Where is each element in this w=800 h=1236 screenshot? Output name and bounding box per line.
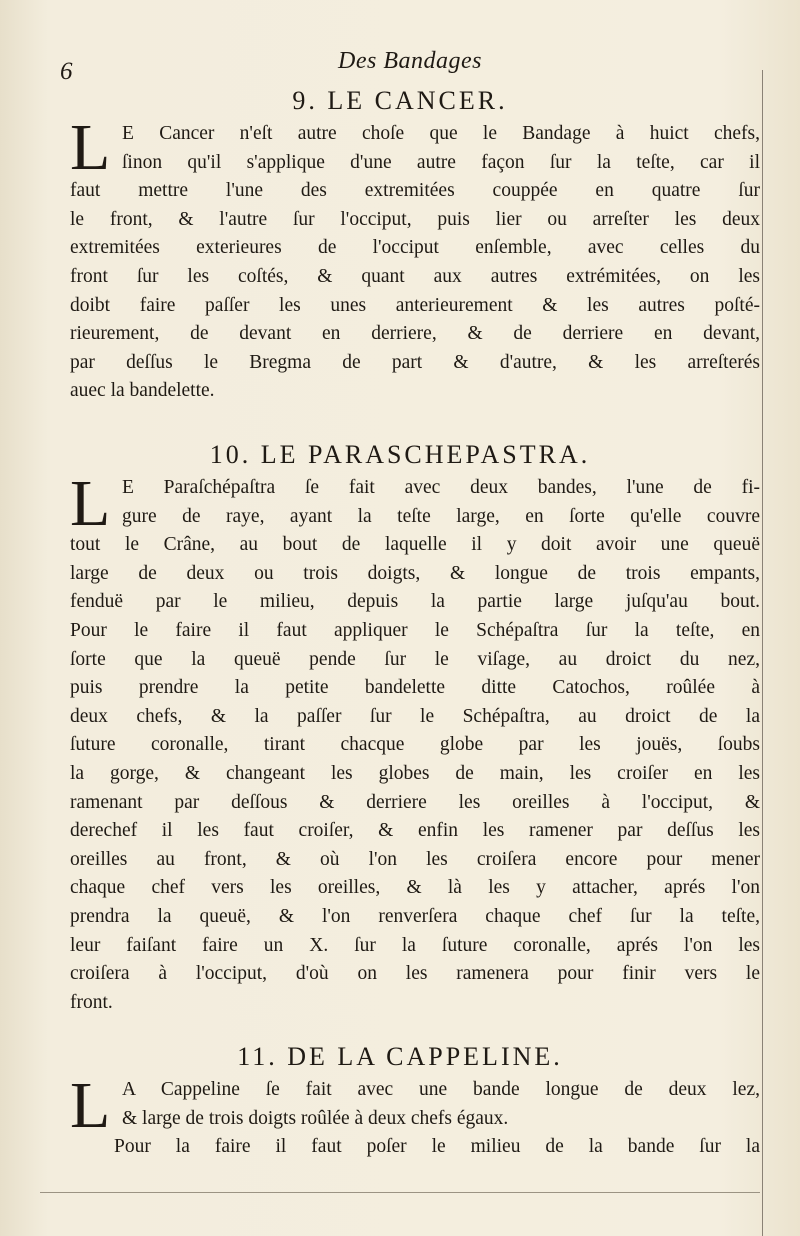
text-line: Pour le faire il faut appliquer le Schépaſtra ſur la teſte, en: [70, 619, 760, 641]
text-line: doibt faire paſſer les unes anterieurement & les autres poſté-: [70, 294, 760, 316]
paragraph-cappeline: [70, 1069, 760, 1162]
drop-cap-cappeline: L: [70, 1069, 111, 1142]
text-line: extremitées exterieures de l'occiput enſemble, avec celles du: [70, 237, 760, 259]
drop-cap-paraschepastra: L: [70, 467, 111, 540]
text-line: croiſera à l'occiput, d'où on les ramenera pour finir vers le: [70, 963, 760, 985]
text-line: derechef il les faut croiſer, & enfin les ramener par deſſus les: [70, 820, 760, 842]
text-line: fenduë par le milieu, depuis la partie large juſqu'au bout.: [70, 591, 760, 613]
bottom-rule: [40, 1192, 760, 1193]
text-line: gure de raye, ayant la teſte large, en ſorte qu'elle couvre: [122, 505, 760, 527]
text-line: front.: [70, 991, 113, 1013]
running-title: Des Bandages: [338, 48, 482, 74]
text-line: tout le Crâne, au bout de laquelle il y doit avoir une queuë: [70, 534, 760, 556]
text-line: ſinon qu'il s'applique d'une autre façon ſur la teſte, car il: [122, 151, 760, 173]
drop-cap-cancer: L: [70, 111, 111, 184]
page-number: 6: [60, 58, 73, 85]
text-line: la gorge, & changeant les globes de main, les croiſer en les: [70, 762, 760, 784]
text-line: chaque chef vers les oreilles, & là les y attacher, aprés l'on: [70, 877, 760, 899]
text-line: A Cappeline ſe fait avec une bande longue de deux lez,: [122, 1079, 760, 1100]
text-line: leur faiſant faire un X. ſur la ſuture coronalle, aprés l'on les: [70, 934, 760, 956]
text-line: puis prendre la petite bandelette ditte Catochos, roûlée à: [70, 677, 760, 699]
text-line: auec la bandelette.: [70, 380, 215, 402]
section-heading-cappeline: 11. DE LA CAPPELINE.: [237, 1042, 563, 1071]
section-heading-paraschepastra: 10. LE PARASCHEPASTRA.: [209, 440, 591, 469]
paragraph-paraschepastra: [70, 467, 760, 1017]
section-heading-cancer: 9. LE CANCER.: [292, 86, 508, 115]
text-line: oreilles au front, & où l'on les croiſera encore pour mener: [70, 848, 760, 870]
text-line: E Paraſchépaſtra ſe fait avec deux bandes, l'une de fi-: [122, 477, 760, 498]
text-line: par deſſus le Bregma de part & d'autre, & les arreſterés: [70, 351, 760, 373]
text-line: ramenant par deſſous & derriere les oreilles à l'occiput, &: [70, 791, 760, 813]
text-line: deux chefs, & la paſſer ſur le Schépaſtra, au droict de la: [70, 705, 760, 727]
text-line: faut mettre l'une des extremitées couppée en quatre ſur: [70, 180, 760, 202]
text-line: Pour la faire il faut poſer le milieu de la bande ſur la: [114, 1136, 760, 1158]
text-line: rieurement, de devant en derriere, & de derriere en devant,: [70, 323, 760, 345]
paragraph-cancer: [70, 111, 760, 406]
text-line: ſorte que la queuë pende ſur le viſage, au droict du nez,: [70, 648, 760, 670]
text-line: E Cancer n'eſt autre choſe que le Bandage à huict chefs,: [122, 123, 760, 144]
text-line: le front, & l'autre ſur l'occiput, puis lier ou arreſter les deux: [70, 208, 760, 230]
text-line: front ſur les coſtés, & quant aux autres extrémitées, on les: [70, 265, 760, 287]
text-line: large de deux ou trois doigts, & longue de trois empants,: [70, 562, 760, 584]
text-line: prendra la queuë, & l'on renverſera chaque chef ſur la teſte,: [70, 905, 760, 927]
text-line: ſuture coronalle, tirant chacque globe par les jouës, ſoubs: [70, 734, 760, 756]
text-line: & large de trois doigts roûlée à deux chefs égaux.: [122, 1107, 509, 1129]
